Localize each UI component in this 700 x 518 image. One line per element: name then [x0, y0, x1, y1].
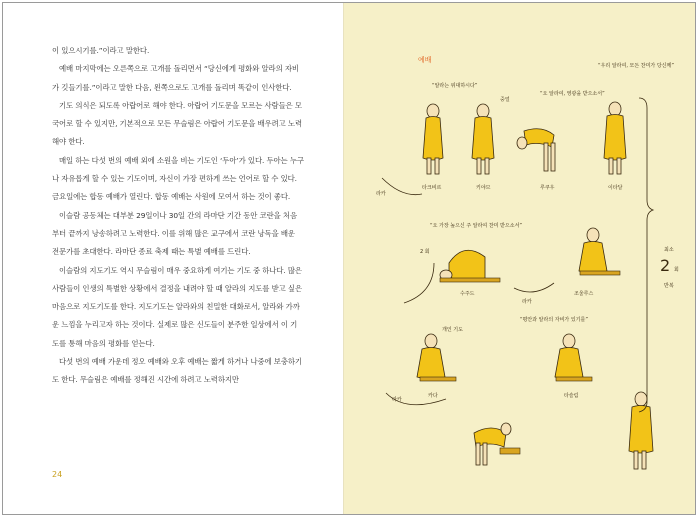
paragraph: 이슬람의 지도기도 역시 무슬림이 매우 중요하게 여기는 기도 중 하나다. 많은 사람들이 인생의 특별한 상황에서 결정을 내려야 할 때 알라의 지도를 받고 싶은 마음으로 지도기도를 한다. 지도기도는 알라와의 친밀한 대화로서, 알라와 가까운 느낌을 누리고자 하는 것이다. 실제로 많은 신도들이 분주한 일상에서 이 기도를 통해 마음의 평화를 얻는다. — [52, 265, 303, 348]
caption-qiyam: 키야므 — [476, 185, 491, 191]
speech-bubble: “오 가장 높으신 주 알라여 찬미 받으소서” — [430, 223, 522, 229]
prayer-mat — [500, 448, 520, 454]
speech-bubble: 중얼 — [500, 97, 510, 103]
caption-takbir: 타크비르 — [422, 185, 442, 191]
paragraph: 다섯 번의 예배 가운데 정오 예배와 오후 예배는 짧게 하거나 나중에 보충하기도 한다. 무슬림은 예배를 정해진 시간에 하려고 노력하지만 — [52, 357, 302, 385]
speech-bubble: “평안과 알라의 자비가 있기를” — [520, 317, 588, 323]
standing-figure-icon — [604, 102, 626, 174]
bending-figure-icon — [474, 423, 511, 465]
page-title: 예배 — [418, 56, 432, 64]
standing-figure-icon — [472, 104, 494, 174]
caption-rakah: 라카 — [522, 299, 532, 305]
bowing-figure-icon — [517, 129, 555, 171]
speech-bubble: “오 알라여, 영광을 받으소서” — [540, 91, 605, 97]
caption-times: 2 회 — [420, 249, 430, 255]
paragraph: 예배 마지막에는 오른쪽으로 고개를 돌리면서 “당신에게 평화와 알라의 자비가 깃들기를.”이라고 말한 다음, 왼쪽으로도 고개를 돌리며 똑같이 인사한다. — [52, 64, 299, 92]
prostrating-figure-icon — [440, 250, 485, 280]
sitting-figure-icon — [579, 228, 607, 273]
caption-taslim: 타슬림 — [564, 393, 579, 399]
flow-arrow — [514, 283, 554, 292]
sitting-figure-icon — [417, 334, 445, 379]
page-number: 24 — [52, 470, 63, 479]
speech-bubble: “우리 알라여, 모든 찬미가 당신께” — [598, 63, 674, 69]
caption-itidal: 이타달 — [608, 185, 623, 191]
prayer-illustration — [344, 3, 695, 514]
caption-dua: 개인 기도 — [442, 327, 463, 333]
caption-julus: 조울루스 — [574, 291, 594, 297]
flow-arrow — [382, 178, 422, 195]
caption-ruku: 루쿠우 — [540, 185, 555, 191]
flow-arrow — [404, 263, 434, 303]
paragraph: 매일 하는 다섯 번의 예배 외에 소원을 비는 기도인 ‘두아’가 있다. 두아는 누구나 자유롭게 할 수 있는 기도이며, 자신이 가장 편하게 쓰는 언어로 할 수 있다. 금요일에는 합동 예배가 열린다. 합동 예배는 사원에 모여서 하는 것이 좋다. — [52, 155, 304, 202]
repeat-label: 최소 — [664, 247, 674, 253]
paragraph: 이슬람 공동체는 대부분 29일이나 30일 간의 라마단 기간 동안 코란을 처음부터 끝까지 낭송하려고 노력한다. 이를 위해 많은 교구에서 코란 낭독을 배운 전문가를 초대한다. 라마단 종료 축제 때는 특별 예배를 드린다. — [52, 210, 298, 257]
caption-qada: 카다 — [428, 393, 438, 399]
standing-figure-icon — [423, 104, 443, 174]
prayer-mat — [440, 278, 500, 282]
repeat-brace — [639, 98, 653, 412]
prayer-mat — [420, 377, 456, 381]
paragraph: 기도 의식은 되도록 아랍어로 해야 한다. 아랍어 기도문을 모르는 사람들은 모국어로 할 수 있지만, 기본적으로 모든 무슬림은 아랍어 기도문을 배우려고 노력해야 한다. — [52, 100, 303, 147]
sitting-figure-icon — [555, 334, 583, 379]
walking-figure-icon — [629, 392, 653, 469]
repeat-suffix: 반복 — [664, 283, 674, 289]
caption-sujud: 수주드 — [460, 291, 475, 297]
prayer-mat — [580, 271, 620, 275]
repeat-count: 2 — [660, 256, 671, 275]
speech-bubble: “알라는 위대하시다” — [432, 83, 478, 89]
caption-rakah: 라카 — [392, 397, 402, 403]
caption-rakah: 라카 — [376, 191, 386, 197]
repeat-unit: 회 — [674, 267, 679, 273]
prayer-mat — [556, 377, 592, 381]
paragraph: 이 있으시기를.”이라고 말한다. — [52, 46, 150, 55]
body-text — [52, 42, 304, 390]
